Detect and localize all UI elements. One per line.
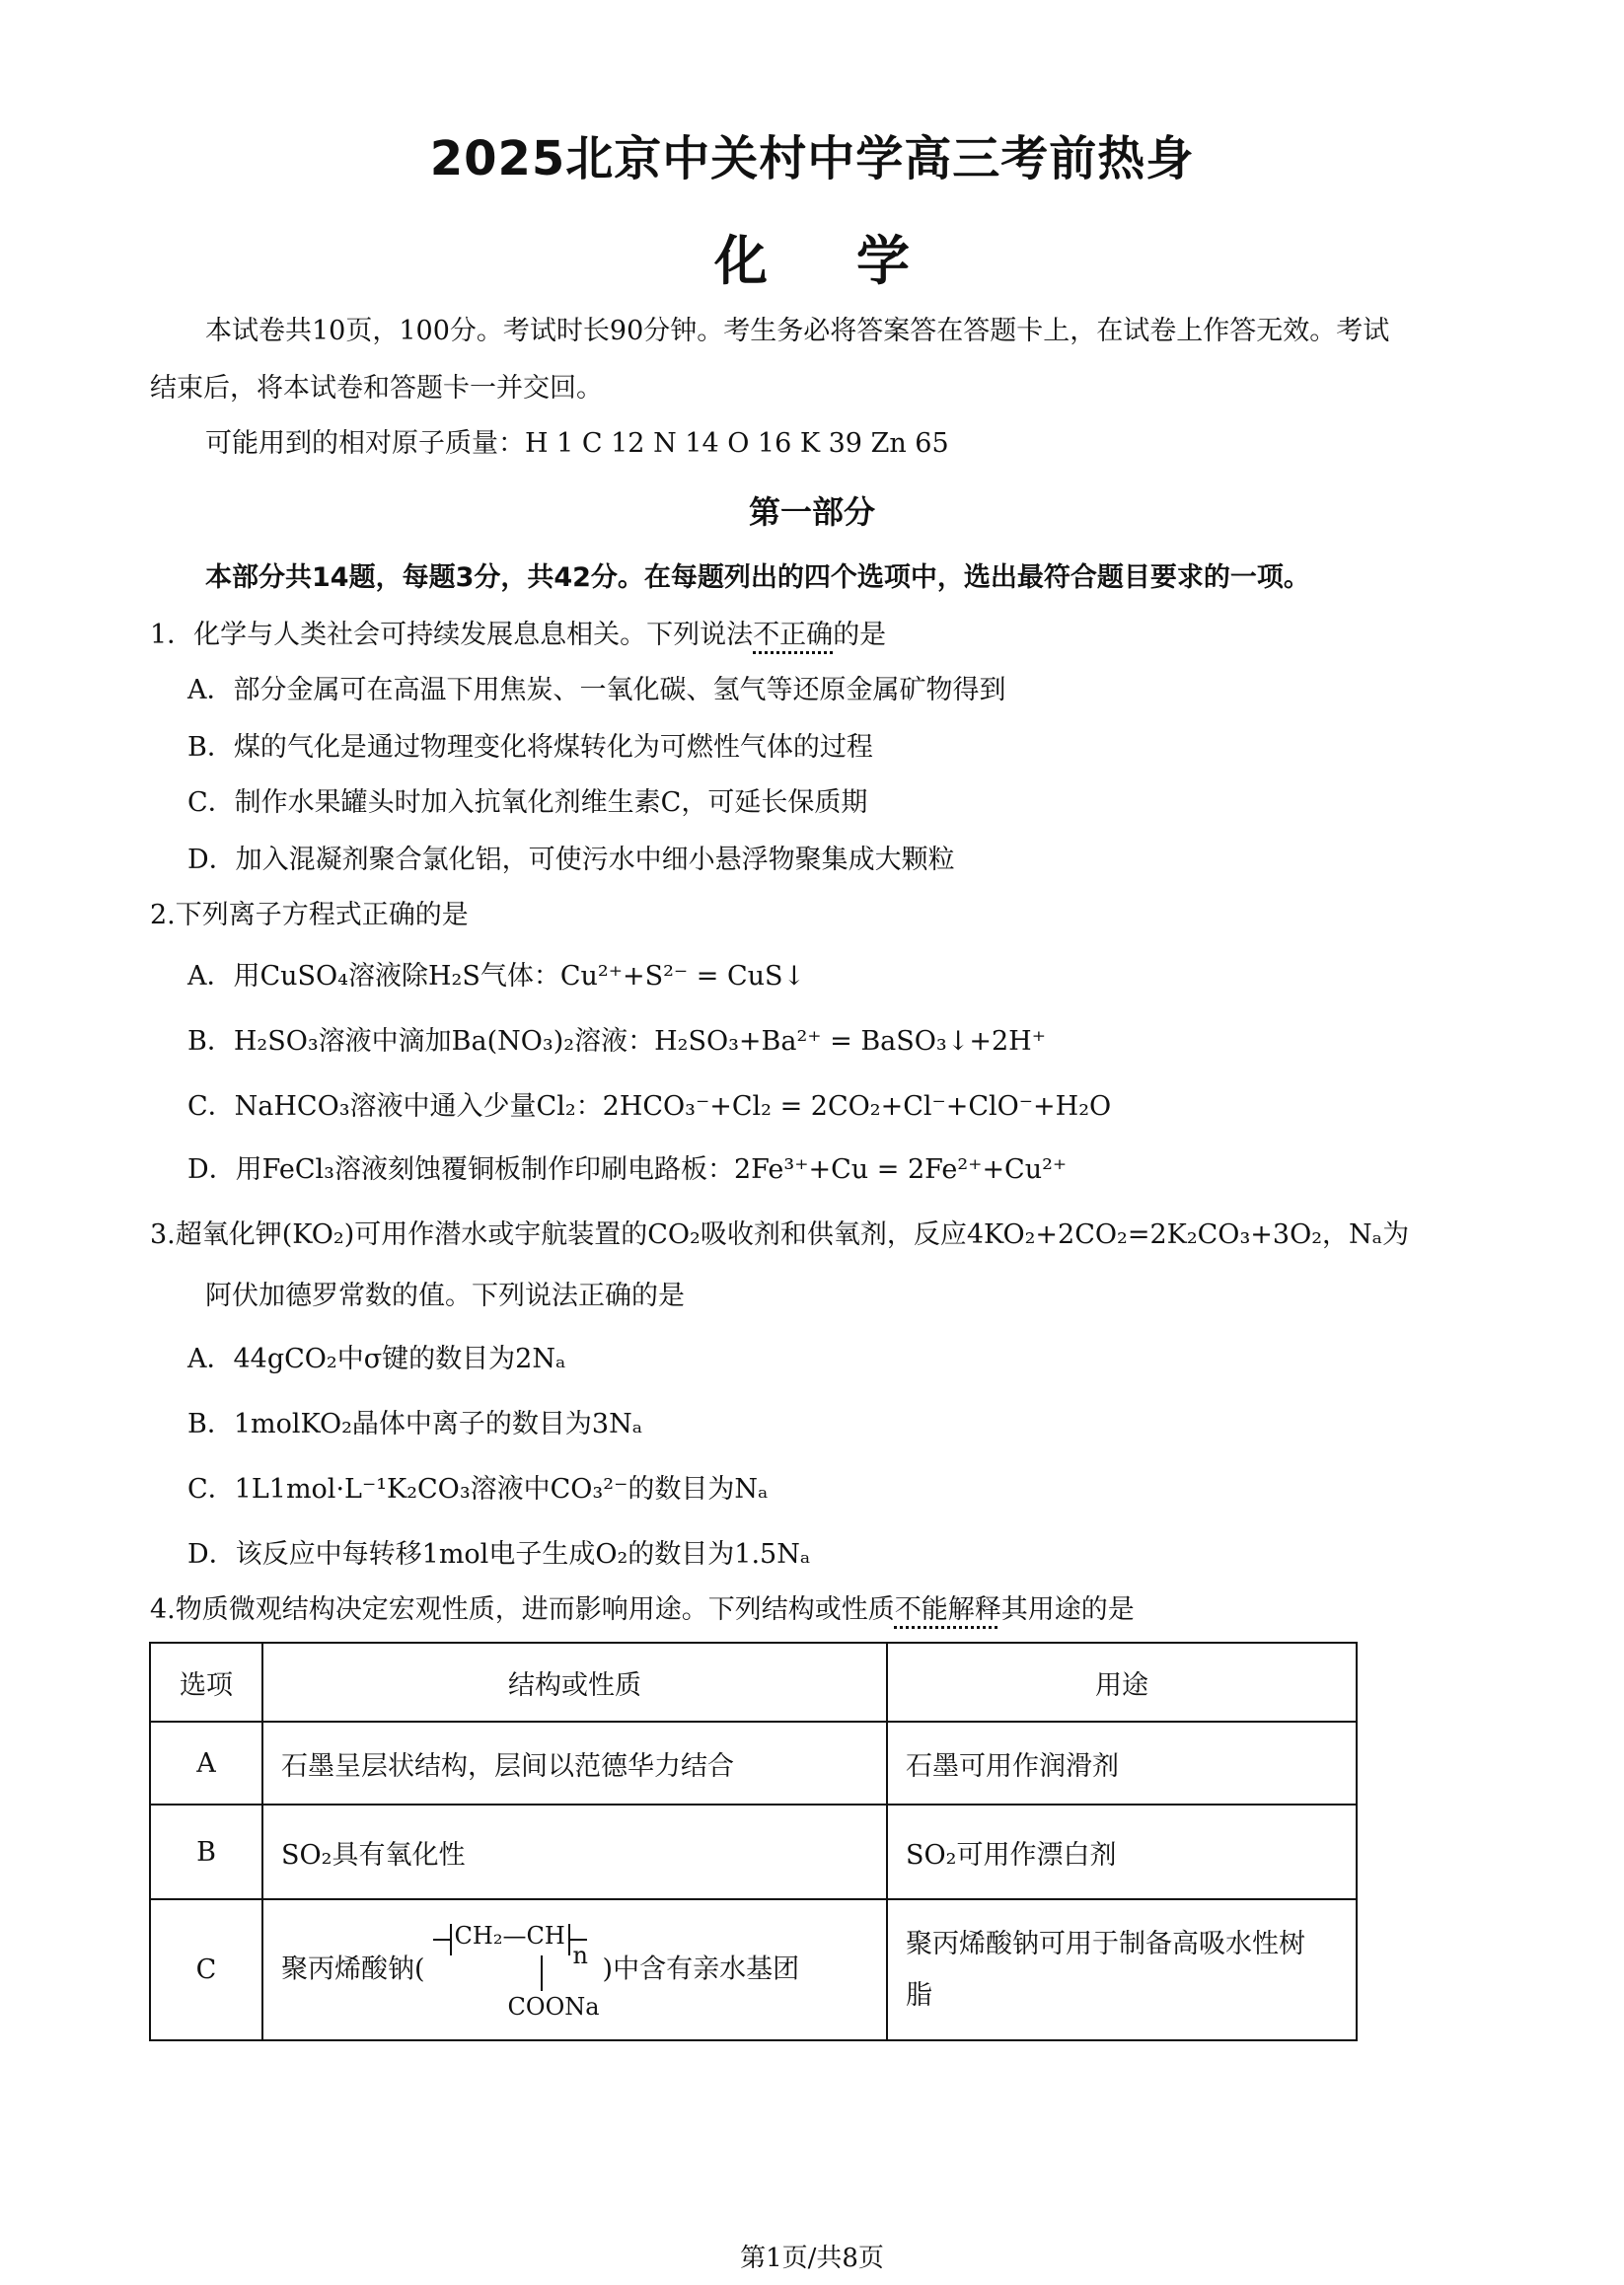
q4-row-c-structure-suffix: )中含有亲水基团 [602, 1953, 800, 1984]
q1-stem [150, 618, 886, 653]
intro-line-1: 本试卷共10页，100分。考试时长90分钟。考生务必将答案答在答题卡上，在试卷上作答无效。考试 [205, 316, 1390, 346]
q4-row-c-option: C [150, 1899, 262, 2040]
q4-row-a [150, 1722, 1357, 1805]
q3-stem-line-1: 3.超氧化钾(KO₂)可用作潜水或宇航装置的CO₂吸收剂和供氧剂，反应4KO₂+2CO₂=2K₂CO₃+3O₂，Nₐ为 [150, 1219, 1410, 1250]
q4-table-header [150, 1643, 1357, 1722]
part-one-instructions: 本部分共14题，每题3分，共42分。在每题列出的四个选项中，选出最符合题目要求的一项。 [205, 562, 1310, 593]
q4-row-b-structure: SO₂具有氧化性 [262, 1805, 887, 1899]
q1-option-d: D．加入混凝剂聚合氯化铝，可使污水中细小悬浮物聚集成大颗粒 [187, 845, 955, 875]
q4-row-c-use-line-2: 脂 [906, 1979, 932, 2011]
q2-option-c: C．NaHCO₃溶液中通入少量Cl₂：2HCO₃⁻+Cl₂ = 2CO₂+Cl⁻+ClO⁻+H₂O [187, 1091, 1112, 1122]
q3-stem-line-2: 阿伏加德罗常数的值。下列说法正确的是 [205, 1281, 685, 1311]
q3-option-c: C．1L1mol·L⁻¹K₂CO₃溶液中CO₃²⁻的数目为Nₐ [187, 1474, 769, 1505]
q4-table [149, 1642, 1358, 2041]
polymer-structure-diagram [425, 1916, 603, 2025]
q3-option-d: D．该反应中每转移1mol电子生成O₂的数目为1.5Nₐ [187, 1539, 811, 1570]
part-one-title: 第一部分 [748, 493, 875, 531]
q4-row-a-option: A [150, 1722, 262, 1805]
q4-row-a-use: 石墨可用作润滑剂 [887, 1722, 1357, 1805]
q4-row-c-use-line-1: 聚丙烯酸钠可用于制备高吸水性树 [906, 1928, 1305, 1959]
q4-row-b-option: B [150, 1805, 262, 1899]
q1-option-a: A．部分金属可在高温下用焦炭、一氧化碳、氢气等还原金属矿物得到 [187, 675, 1006, 705]
q2-option-b: B．H₂SO₃溶液中滴加Ba(NO₃)₂溶液：H₂SO₃+Ba²⁺ = BaSO₃↓+2H⁺ [187, 1026, 1046, 1057]
q2-stem: 2.下列离子方程式正确的是 [150, 900, 469, 930]
q4-header-option: 选项 [150, 1643, 262, 1722]
q4-stem-suffix: 其用途的是 [1000, 1594, 1135, 1625]
q4-stem-emphasis: 不能解释 [894, 1594, 1001, 1625]
q1-stem-suffix: 的是 [833, 620, 887, 650]
q1-option-b: B．煤的气化是通过物理变化将煤转化为可燃性气体的过程 [187, 732, 873, 763]
polymer-backbone: CH₂—CH [454, 1921, 565, 1950]
q3-option-b: B．1molKO₂晶体中离子的数目为3Nₐ [187, 1409, 643, 1439]
q4-row-b-use: SO₂可用作漂白剂 [887, 1805, 1357, 1899]
q1-stem-emphasis: 不正确 [753, 620, 834, 650]
q1-option-c: C．制作水果罐头时加入抗氧化剂维生素C，可延长保质期 [187, 787, 868, 818]
q4-stem [150, 1592, 1135, 1628]
q4-row-c [150, 1899, 1357, 2040]
page-footer: 第1页/共8页 [740, 2244, 884, 2273]
q4-header-structure: 结构或性质 [262, 1643, 887, 1722]
polymer-repeat-n: n [572, 1941, 589, 1969]
subject-title: 化学 [714, 230, 998, 292]
polymer-substituent: COONa [507, 1992, 600, 2021]
q4-stem-prefix: 4.物质微观结构决定宏观性质，进而影响用途。下列结构或性质 [150, 1594, 895, 1625]
q2-option-d: D．用FeCl₃溶液刻蚀覆铜板制作印刷电路板：2Fe³⁺+Cu = 2Fe²⁺+Cu²⁺ [187, 1154, 1068, 1185]
q4-row-c-structure-prefix: 聚丙烯酸钠( [281, 1953, 425, 1984]
atomic-masses: 可能用到的相对原子质量：H 1 C 12 N 14 O 16 K 39 Zn 65 [205, 428, 949, 459]
q4-header-use: 用途 [887, 1643, 1357, 1722]
q2-option-a: A．用CuSO₄溶液除H₂S气体：Cu²⁺+S²⁻ = CuS↓ [187, 961, 806, 992]
exam-title: 2025北京中关村中学高三考前热身 [429, 131, 1195, 186]
intro-line-2: 结束后，将本试卷和答题卡一并交回。 [150, 373, 603, 404]
q4-row-b [150, 1805, 1357, 1899]
q4-row-a-structure: 石墨呈层状结构，层间以范德华力结合 [262, 1722, 887, 1805]
q3-option-a: A．44gCO₂中σ键的数目为2Nₐ [187, 1344, 566, 1374]
q4-row-c-structure [262, 1899, 887, 2040]
q1-stem-prefix: 1．化学与人类社会可持续发展息息相关。下列说法 [150, 620, 754, 650]
q4-row-c-use [887, 1899, 1357, 2040]
